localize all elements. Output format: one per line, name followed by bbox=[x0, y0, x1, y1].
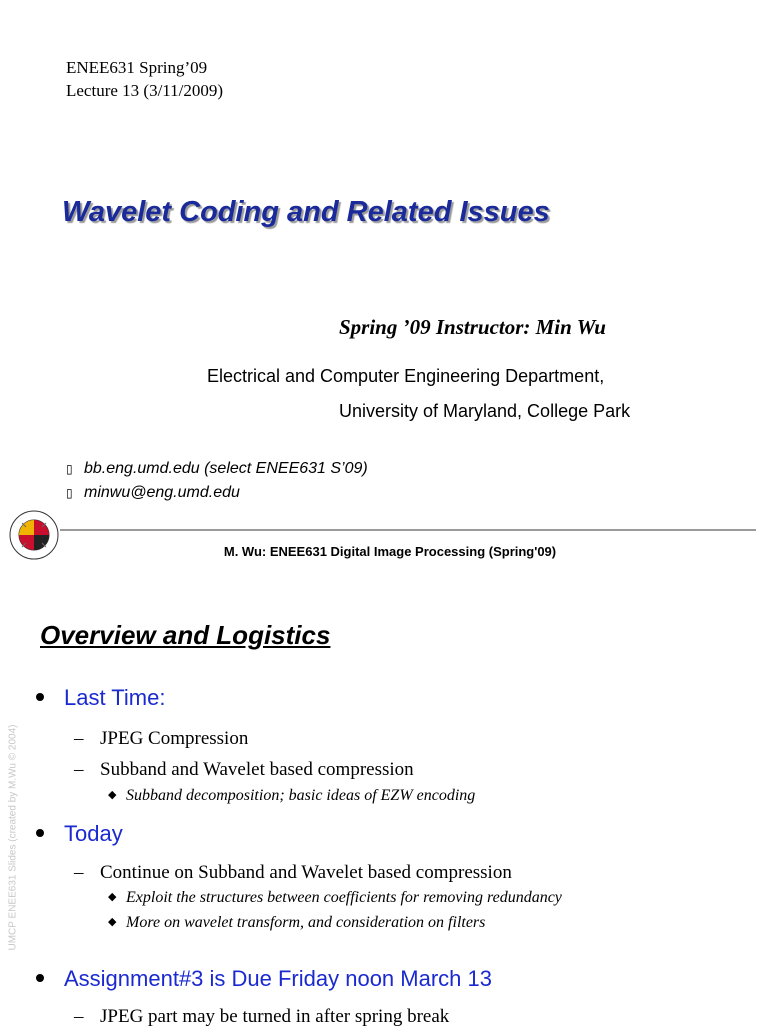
university-line: University of Maryland, College Park bbox=[339, 401, 631, 421]
side-credit: UMCP ENEE631 Slides (created by M.Wu © 2004) bbox=[7, 724, 19, 951]
bullet-box-icon: ▯ bbox=[66, 486, 73, 500]
department-line: Electrical and Computer Engineering Department, bbox=[207, 366, 605, 386]
instructor-line: Spring ’09 Instructor: Min Wu bbox=[339, 315, 606, 339]
sub-item: – JPEG Compression bbox=[74, 728, 249, 749]
bullet-box-icon: ▯ bbox=[66, 462, 73, 476]
bullet-last-time bbox=[36, 685, 165, 711]
lecture-label: Lecture 13 (3/11/2009) bbox=[66, 81, 224, 100]
bullet-dot-icon bbox=[36, 974, 44, 982]
sub-item: – JPEG part may be turned in after spring break bbox=[74, 1006, 450, 1027]
blackboard-link[interactable]: bb.eng.umd.edu (select ENEE631 S’09) bbox=[84, 460, 368, 477]
email-link[interactable]: minwu@eng.umd.edu bbox=[84, 484, 240, 501]
footer-divider bbox=[60, 529, 756, 531]
bullet-assignment bbox=[36, 966, 492, 992]
slide-footer bbox=[0, 544, 768, 559]
email-link-row bbox=[66, 484, 240, 502]
overview-title: Overview and Logistics bbox=[40, 620, 331, 650]
bullet-dot-icon bbox=[36, 829, 44, 837]
diamond-bullet-icon: ◆ bbox=[108, 891, 117, 903]
sub-sub-item-text: Subband decomposition; basic ideas of EZW encoding bbox=[126, 787, 476, 804]
bullet-today bbox=[36, 821, 123, 847]
sub-sub-item bbox=[108, 787, 475, 805]
bullet-dot-icon bbox=[36, 693, 44, 701]
bullet-label: Assignment#3 is Due Friday noon March 13 bbox=[64, 966, 492, 991]
sub-sub-item bbox=[108, 914, 485, 932]
sub-sub-item-text: More on wavelet transform, and consideration on filters bbox=[126, 914, 486, 931]
sub-sub-item-text: Exploit the structures between coefficients for removing redundancy bbox=[126, 889, 562, 906]
sub-item-text: JPEG part may be turned in after spring break bbox=[100, 1006, 450, 1027]
diamond-bullet-icon: ◆ bbox=[108, 916, 117, 928]
bullet-label: Today bbox=[64, 821, 123, 846]
sub-item: – Subband and Wavelet based compression bbox=[74, 759, 414, 780]
diamond-bullet-icon: ◆ bbox=[108, 789, 117, 801]
sub-item-text: Continue on Subband and Wavelet based compression bbox=[100, 862, 512, 883]
sub-item-text: JPEG Compression bbox=[100, 728, 249, 749]
blackboard-link-row bbox=[66, 460, 368, 478]
footer-text: M. Wu: ENEE631 Digital Image Processing (Spring'09) bbox=[223, 544, 557, 559]
sub-item-text: Subband and Wavelet based compression bbox=[100, 759, 414, 780]
course-label: ENEE631 Spring’09 bbox=[66, 58, 208, 77]
bullet-label: Last Time: bbox=[64, 685, 166, 710]
lecture-title: Wavelet Coding and Related Issues bbox=[62, 196, 550, 228]
sub-sub-item bbox=[108, 889, 562, 907]
sub-item: – Continue on Subband and Wavelet based compression bbox=[74, 862, 512, 883]
